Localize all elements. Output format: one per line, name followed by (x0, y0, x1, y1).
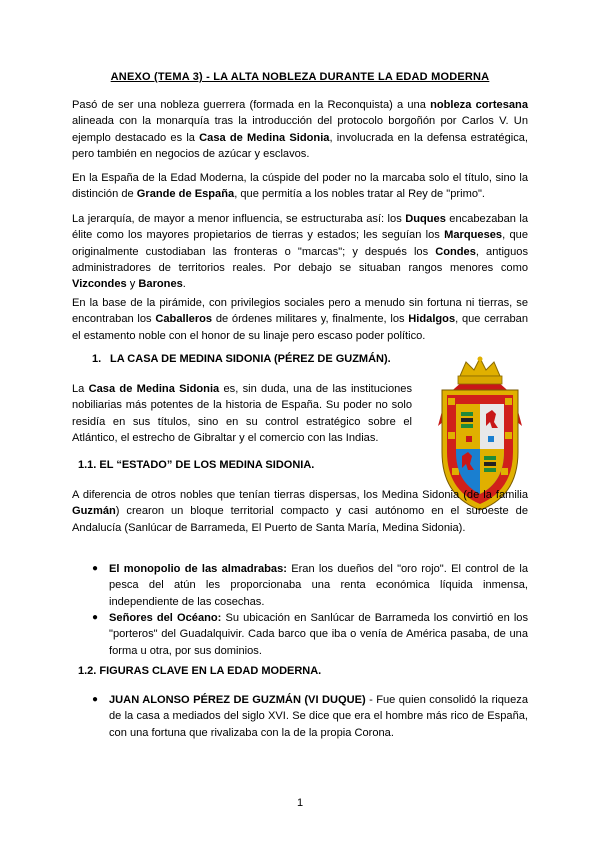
subsection-heading-1-2: 1.2. FIGURAS CLAVE EN LA EDAD MODERNA. (78, 665, 322, 677)
section-heading-1 (92, 353, 391, 365)
list-item (92, 610, 528, 659)
text-run: , que permitía a los nobles tratar al Rey de "primo". (234, 188, 486, 201)
text-run: de órdenes militares y, finalmente, los (212, 313, 409, 326)
list-item (92, 561, 528, 610)
castle-mark (452, 468, 459, 475)
text-run: , que cerraban el estamento noble con el honor de su linaje pero escaso poder político. (72, 313, 529, 342)
crown-band (458, 376, 502, 384)
intro-paragraph (72, 97, 528, 162)
cauldron-icon (484, 456, 496, 472)
text-run: En la España de la Edad Moderna, la cúspide del poder no la marcaba solo el título, sino la distinción de (72, 172, 528, 201)
bold-run: Condes (435, 245, 476, 258)
text-run: La (72, 383, 89, 395)
text-run: encabezaban la élite como los mayores propietarios de tierras y estados; les seguían los (72, 213, 529, 242)
castle-mark (501, 468, 508, 475)
bullet-icon: ● (92, 612, 99, 623)
text-run: Su ubicación en Sanlúcar de Barrameda los convirtió en los "porteros" del Guadalquivir. Cada barco que iba o venía de América pasaba, de una forma u otra, por sus dominios. (109, 612, 529, 657)
bold-run: Marqueses (444, 229, 503, 242)
text-run: La jerarquía, de mayor a menor influencia, se estructuraba así: los (72, 213, 406, 225)
list-item (92, 692, 528, 741)
page-number: 1 (296, 797, 304, 809)
bold-run: El monopolio de las almadrabas: (109, 563, 287, 575)
document-title: ANEXO (TEMA 3) - LA ALTA NOBLEZA DURANTE LA EDAD MODERNA (110, 71, 490, 83)
castle-mark (448, 398, 455, 405)
text-run: , involucrada en la defensa estratégica, pero también en negocios de azúcar y esclavos. (72, 131, 528, 160)
text-run: alineada con la monarquía tras la introducción del protocolo borgoñón por Carlos V. Un ejemplo destacado es la (72, 115, 528, 144)
bullet-icon: ● (92, 563, 99, 574)
medina-sidonia-paragraph (72, 381, 412, 446)
bold-run: Barones (138, 278, 183, 291)
base-paragraph (72, 295, 528, 344)
bold-run: Duques (405, 213, 446, 225)
text-run: A diferencia de otros nobles que tenían tierras dispersas, los Medina Sidonia (de la familia (72, 489, 528, 501)
bold-run: Casa de Medina Sidonia (199, 131, 330, 144)
section-heading-text: LA CASA DE MEDINA SIDONIA (PÉREZ DE GUZMÁN). (110, 353, 391, 365)
text-run: - Fue quien consolidó la riqueza de la casa a mediados del siglo XVI. Se dice que era el hombre más rico de España, con una fortuna que rivalizaba con la de la propia Corona. (109, 694, 528, 739)
cauldron-icon (461, 412, 473, 428)
text-run: En la base de la pirámide, con privilegios sociales pero a menudo sin fortuna ni tierras, se encontraban los (72, 297, 528, 326)
bold-run: Señores del Océano: (109, 612, 222, 624)
text-run: , que originalmente custodiaban las fronteras o "marcas"; y después los (72, 229, 528, 258)
hierarchy-paragraph (72, 211, 528, 292)
bold-run: Vizcondes (72, 278, 127, 291)
text-run: es, sin duda, una de las instituciones nobiliarias más potentes de la historia de España. Su poder no solo residía en sus títulos, sino en su control estratégico sobre el Atlántico, el estrecho de Gibraltar y el comercio con las Indias. (72, 383, 412, 444)
text-run: y (126, 278, 139, 291)
castle-mark (505, 432, 512, 439)
bullet-icon: ● (92, 694, 99, 705)
bold-run: JUAN ALONSO PÉREZ DE GUZMÁN (VI DUQUE) (109, 694, 366, 706)
subsection-heading-1-1: 1.1. EL “ESTADO” DE LOS MEDINA SIDONIA. (78, 459, 315, 471)
crown-jewel (478, 357, 483, 362)
bold-run: nobleza cortesana (430, 99, 528, 111)
castle-mark (505, 398, 512, 405)
bold-run: Hidalgos (408, 313, 456, 326)
text-run: ) crearon un bloque territorial compacto y casi autónomo en el suroeste de Andalucía (Sanlúcar de Barrameda, El Puerto de Santa María, Medina Sidonia). (72, 505, 528, 534)
castle-mark (466, 436, 472, 442)
bold-run: Caballeros (155, 313, 213, 326)
section-number: 1. (92, 353, 102, 365)
castle-mark (488, 436, 494, 442)
bold-run: Casa de Medina Sidonia (88, 383, 220, 395)
grandeza-paragraph (72, 170, 528, 203)
bold-run: Grande de España (136, 188, 235, 201)
text-run: . (182, 278, 186, 291)
estado-paragraph (72, 487, 528, 536)
bold-run: Guzmán (72, 505, 116, 518)
text-run: , antiguos administradores de territorios reales. Por debajo se situaban rangos menores como (72, 245, 528, 274)
text-run: Eran los dueños del "oro rojo". El control de la pesca del atún les proporcionaba una renta económica líquida inmensa, independiente de las cosechas. (109, 563, 529, 608)
castle-mark (448, 432, 455, 439)
text-run: Pasó de ser una nobleza guerrera (formada en la Reconquista) a una (72, 99, 431, 111)
